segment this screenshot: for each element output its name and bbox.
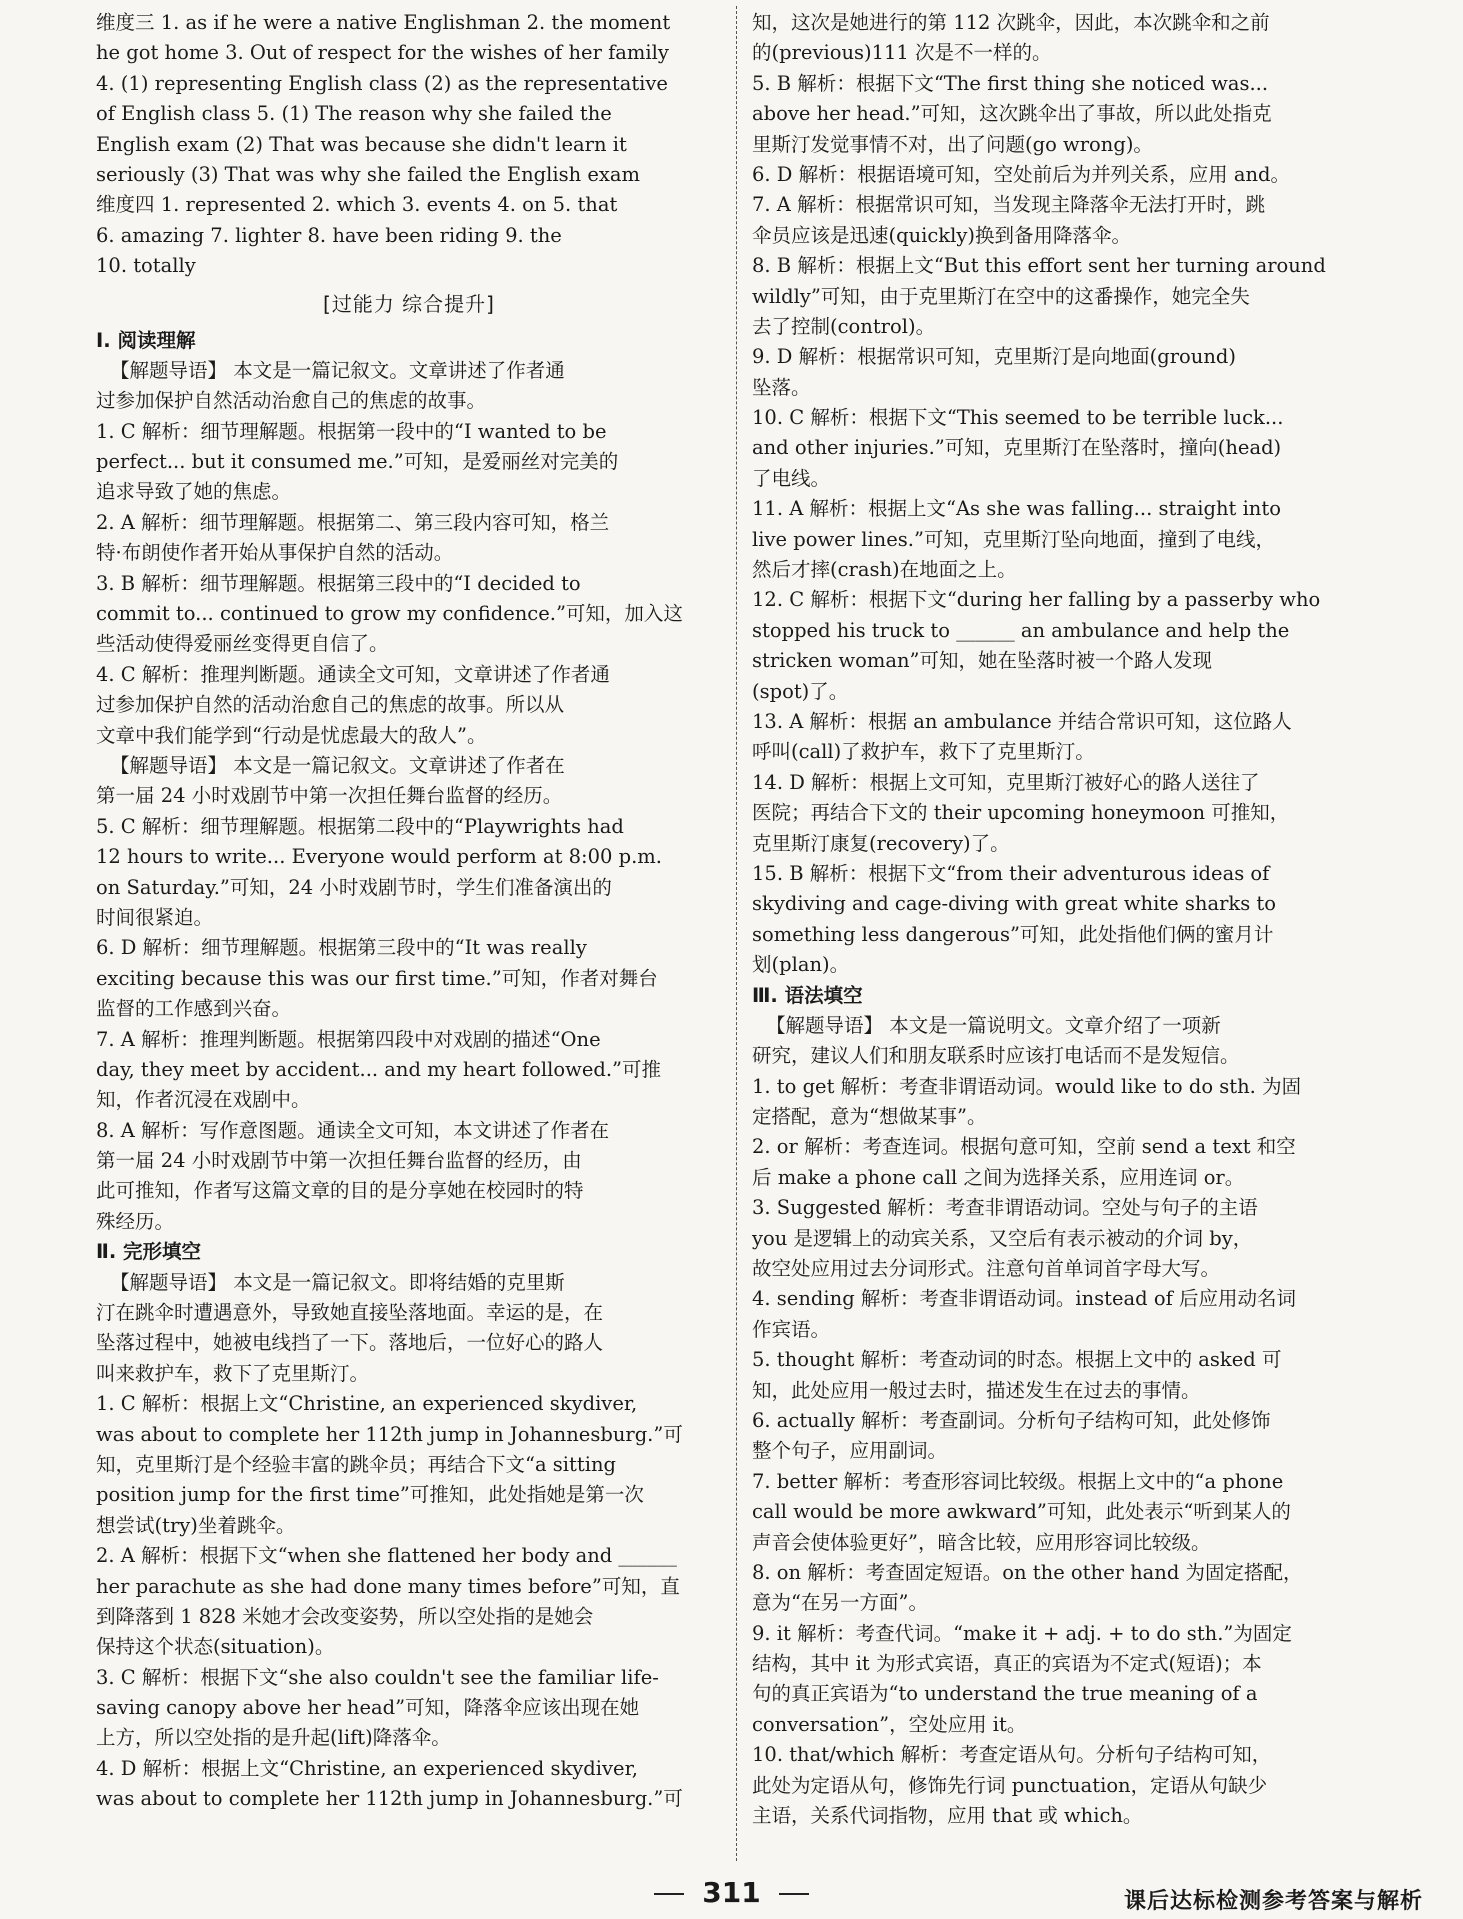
text-line: 6. amazing 7. lighter 8. have been riding 9. the (96, 223, 562, 247)
text-line: 1. to get 解析：考查非谓语动词。would like to do sth. 为固 (752, 1074, 1302, 1098)
text-line: her parachute as she had done many times before”可知，直 (96, 1574, 680, 1598)
text-line: commit to... continued to grow my confidence.”可知，加入这 (96, 602, 683, 626)
text-line: 殊经历。 (96, 1209, 175, 1233)
text-line: 然后才摔(crash)在地面之上。 (752, 558, 1017, 582)
text-line: 想尝试(try)坐着跳伞。 (96, 1513, 296, 1537)
text-line: 过参加保护自然的活动治愈自己的焦虑的故事。所以从 (96, 693, 565, 717)
section-heading: Ⅰ. 阅读理解 (96, 328, 196, 352)
text-line: 些活动使得爱丽丝变得更自信了。 (96, 632, 389, 656)
text-line: 4. sending 解析：考查非谓语动词。instead of 后应用动名词 (752, 1287, 1297, 1311)
text-line: day, they meet by accident... and my heart followed.”可推 (96, 1057, 662, 1081)
text-line: stricken woman”可知，她在坠落时被一个路人发现 (752, 649, 1213, 673)
text-line: stopped his truck to ______ an ambulance and help the (752, 618, 1290, 642)
text-line: 9. D 解析：根据常识可知，克里斯汀是向地面(ground) (752, 345, 1236, 369)
footer-dash-left (654, 1893, 684, 1895)
text-line: 结构，其中 it 为形式宾语，真正的宾语为不定式(短语)；本 (752, 1652, 1262, 1676)
text-line: 7. better 解析：考查形容词比较级。根据上文中的“a phone (752, 1469, 1284, 1493)
text-line: 划(plan)。 (752, 953, 850, 977)
text-line: 8. B 解析：根据上文“But this effort sent her turning around (752, 254, 1326, 278)
text-line: call would be more awkward”可知，此处表示“听到某人的 (752, 1500, 1291, 1524)
text-line: 故空处应用过去分词形式。注意句首单词首字母大写。 (752, 1257, 1221, 1281)
text-line: perfect... but it consumed me.”可知，是爱丽丝对完美的 (96, 450, 619, 474)
text-line: 坠落。 (752, 375, 811, 399)
text-line: 到降落到 1 828 米她才会改变姿势，所以空处指的是她会 (96, 1604, 594, 1628)
text-line: 医院；再结合下文的 their upcoming honeymoon 可推知， (752, 801, 1290, 825)
text-line: 【解题导语】 本文是一篇记叙文。即将结婚的克里斯 (110, 1270, 565, 1294)
text-line: live power lines.”可知，克里斯汀坠向地面，撞到了电线， (752, 527, 1275, 551)
text-line: 克里斯汀康复(recovery)了。 (752, 831, 1010, 855)
text-line: 3. B 解析：细节理解题。根据第三段中的“I decided to (96, 571, 581, 595)
text-line: 上方，所以空处指的是升起(lift)降落伞。 (96, 1726, 451, 1750)
text-line: 6. D 解析：细节理解题。根据第三段中的“It was really (96, 936, 587, 960)
left-column (96, 8, 722, 1815)
text-line: of English class 5. (1) The reason why she failed the (96, 102, 612, 126)
text-line: 3. Suggested 解析：考查非谓语动词。空处与句子的主语 (752, 1196, 1258, 1220)
text-line: 10. C 解析：根据下文“This seemed to be terrible luck... (752, 406, 1284, 430)
text-line: 里斯汀发觉事情不对，出了问题(go wrong)。 (752, 132, 1153, 156)
text-line: 知，克里斯汀是个经验丰富的跳伞员；再结合下文“a sitting (96, 1452, 616, 1476)
text-line: 过参加保护自然活动治愈自己的焦虑的故事。 (96, 389, 487, 413)
text-line: 8. A 解析：写作意图题。通读全文可知，本文讲述了作者在 (96, 1118, 610, 1142)
text-line: 2. or 解析：考查连词。根据句意可知，空前 send a text 和空 (752, 1135, 1296, 1159)
text-line: wildly”可知，由于克里斯汀在空中的这番操作，她完全失 (752, 284, 1250, 308)
text-line: 去了控制(control)。 (752, 314, 936, 338)
text-line: 知，此处应用一般过去时，描述发生在过去的事情。 (752, 1378, 1201, 1402)
text-line: 【解题导语】 本文是一篇记叙文。文章讲述了作者通 (110, 358, 565, 382)
text-line: 9. it 解析：考查代词。“make it + adj. + to do sth.”为固定 (752, 1621, 1292, 1645)
text-line: seriously (3) That was why she failed the English exam (96, 162, 641, 186)
text-line: position jump for the first time”可推知，此处指她是第一次 (96, 1483, 644, 1507)
section-heading: Ⅱ. 完形填空 (96, 1240, 202, 1264)
text-line: 后 make a phone call 之间为选择关系，应用连词 or。 (752, 1165, 1245, 1189)
text-line: 5. B 解析：根据下文“The first thing she noticed was... (752, 71, 1269, 95)
text-line: 句的真正宾语为“to understand the true meaning of a (752, 1682, 1258, 1706)
footer-dash-right (779, 1893, 809, 1895)
text-line: 12 hours to write... Everyone would perform at 8:00 p.m. (96, 845, 662, 869)
text-line: 文章中我们能学到“行动是忧虑最大的敌人”。 (96, 723, 487, 747)
text-line: 监督的工作感到兴奋。 (96, 997, 292, 1021)
text-line: 4. D 解析：根据上文“Christine, an experienced skydiver, (96, 1756, 638, 1780)
text-line: 伞员应该是迅速(quickly)换到备用降落伞。 (752, 223, 1131, 247)
text-line: 10. that/which 解析：考查定语从句。分析句子结构可知， (752, 1743, 1272, 1767)
text-line: 【解题导语】 本文是一篇说明文。文章介绍了一项新 (766, 1013, 1221, 1037)
text-line: 追求导致了她的焦虑。 (96, 480, 292, 504)
text-line: 整个句子，应用副词。 (752, 1439, 948, 1463)
text-line: 了电线。 (752, 466, 831, 490)
text-line: was about to complete her 112th jump in Johannesburg.”可 (96, 1422, 683, 1446)
text-line: on Saturday.”可知，24 小时戏剧节时，学生们准备演出的 (96, 875, 612, 899)
text-line: 研究，建议人们和朋友联系时应该打电话而不是发短信。 (752, 1044, 1240, 1068)
text-line: 此处为定语从句，修饰先行词 punctuation，定语从句缺少 (752, 1773, 1268, 1797)
text-line: 6. actually 解析：考查副词。分析句子结构可知，此处修饰 (752, 1408, 1271, 1432)
text-line: 2. A 解析：根据下文“when she flattened her body and ______ (96, 1544, 677, 1568)
text-line: was about to complete her 112th jump in Johannesburg.”可 (96, 1787, 683, 1811)
text-line: 5. thought 解析：考查动词的时态。根据上文中的 asked 可 (752, 1348, 1282, 1372)
text-line: 【解题导语】 本文是一篇记叙文。文章讲述了作者在 (110, 753, 565, 777)
text-line: 特·布朗使作者开始从事保护自然的活动。 (96, 541, 454, 565)
text-line: 作宾语。 (752, 1317, 831, 1341)
text-line: and other injuries.”可知，克里斯汀在坠落时，撞向(head) (752, 436, 1282, 460)
column-divider (736, 6, 737, 1861)
page-number: 311 (702, 1876, 761, 1909)
text-line: 主语，关系代词指物，应用 that 或 which。 (752, 1804, 1143, 1828)
text-line: 呼叫(call)了救护车，救下了克里斯汀。 (752, 740, 1095, 764)
text-line: 14. D 解析：根据上文可知，克里斯汀被好心的路人送往了 (752, 770, 1260, 794)
text-line: 第一届 24 小时戏剧节中第一次担任舞台监督的经历。 (96, 784, 563, 808)
text-line: 4. C 解析：推理判断题。通读全文可知，文章讲述了作者通 (96, 662, 610, 686)
text-line: exciting because this was our first time.”可知，作者对舞台 (96, 966, 658, 990)
text-line: 意为“在另一方面”。 (752, 1591, 928, 1615)
text-line: (spot)了。 (752, 679, 849, 703)
text-line: 5. C 解析：细节理解题。根据第二段中的“Playwrights had (96, 814, 624, 838)
text-line: 定搭配，意为“想做某事”。 (752, 1105, 987, 1129)
text-line: you 是逻辑上的动宾关系，又空后有表示被动的介词 by， (752, 1226, 1253, 1250)
text-line: 汀在跳伞时遭遇意外，导致她直接坠落地面。幸运的是，在 (96, 1301, 604, 1325)
text-line: 维度四 1. represented 2. which 3. events 4. on 5. that (96, 193, 618, 217)
text-line: 1. C 解析：根据上文“Christine, an experienced skydiver, (96, 1392, 638, 1416)
text-line: 此可推知，作者写这篇文章的目的是分享她在校园时的特 (96, 1179, 584, 1203)
text-line: 13. A 解析：根据 an ambulance 并结合常识可知，这位路人 (752, 709, 1292, 733)
section-heading: Ⅲ. 语法填空 (752, 983, 863, 1007)
text-line: 6. D 解析：根据语境可知，空处前后为并列关系，应用 and。 (752, 162, 1291, 186)
text-line: 8. on 解析：考查固定短语。on the other hand 为固定搭配， (752, 1560, 1303, 1584)
text-line: 保持这个状态(situation)。 (96, 1635, 335, 1659)
text-line: he got home 3. Out of respect for the wishes of her family (96, 41, 669, 65)
text-line: 维度三 1. as if he were a native Englishman 2. the moment (96, 11, 671, 34)
text-line: 3. C 解析：根据下文“she also couldn't see the familiar life- (96, 1665, 659, 1689)
text-line: 声音会使体验更好”，暗含比较，应用形容词比较级。 (752, 1530, 1211, 1554)
text-line: 第一届 24 小时戏剧节中第一次担任舞台监督的经历，由 (96, 1149, 582, 1173)
text-line: 7. A 解析：推理判断题。根据第四段中对戏剧的描述“One (96, 1027, 601, 1051)
text-line: saving canopy above her head”可知，降落伞应该出现在她 (96, 1696, 640, 1720)
text-line: 10. totally (96, 254, 196, 278)
text-line: 2. A 解析：细节理解题。根据第二、第三段内容可知，格兰 (96, 510, 610, 534)
text-line: above her head.”可知，这次跳伞出了事故，所以此处指克 (752, 102, 1272, 126)
text-line: 1. C 解析：细节理解题。根据第一段中的“I wanted to be (96, 419, 607, 443)
text-line: 11. A 解析：根据上文“As she was falling... straight into (752, 497, 1281, 521)
text-line: 叫来救护车，救下了克里斯汀。 (96, 1361, 370, 1385)
text-line: skydiving and cage-diving with great white sharks to (752, 892, 1276, 916)
section-banner: [过能力 综合提升] (323, 291, 495, 316)
text-line: English exam (2) That was because she didn't learn it (96, 132, 627, 156)
footer-section-label: 课后达标检测参考答案与解析 (1123, 1889, 1423, 1914)
text-line: 4. (1) representing English class (2) as the representative (96, 71, 668, 95)
right-column (752, 8, 1400, 1831)
text-line: conversation”，空处应用 it。 (752, 1712, 1027, 1736)
text-line: something less dangerous”可知，此处指他们俩的蜜月计 (752, 922, 1274, 946)
text-line: 知，作者沉浸在戏剧中。 (96, 1088, 311, 1112)
text-line: 的(previous)111 次是不一样的。 (752, 41, 1052, 65)
text-line: 坠落过程中，她被电线挡了一下。落地后，一位好心的路人 (96, 1331, 604, 1355)
text-line: 12. C 解析：根据下文“during her falling by a passerby who (752, 588, 1321, 612)
text-line: 15. B 解析：根据下文“from their adventurous ideas of (752, 861, 1270, 885)
text-line: 时间很紧迫。 (96, 905, 214, 929)
text-line: 知，这次是她进行的第 112 次跳伞，因此，本次跳伞和之前 (752, 11, 1270, 34)
text-line: 7. A 解析：根据常识可知，当发现主降落伞无法打开时，跳 (752, 193, 1266, 217)
